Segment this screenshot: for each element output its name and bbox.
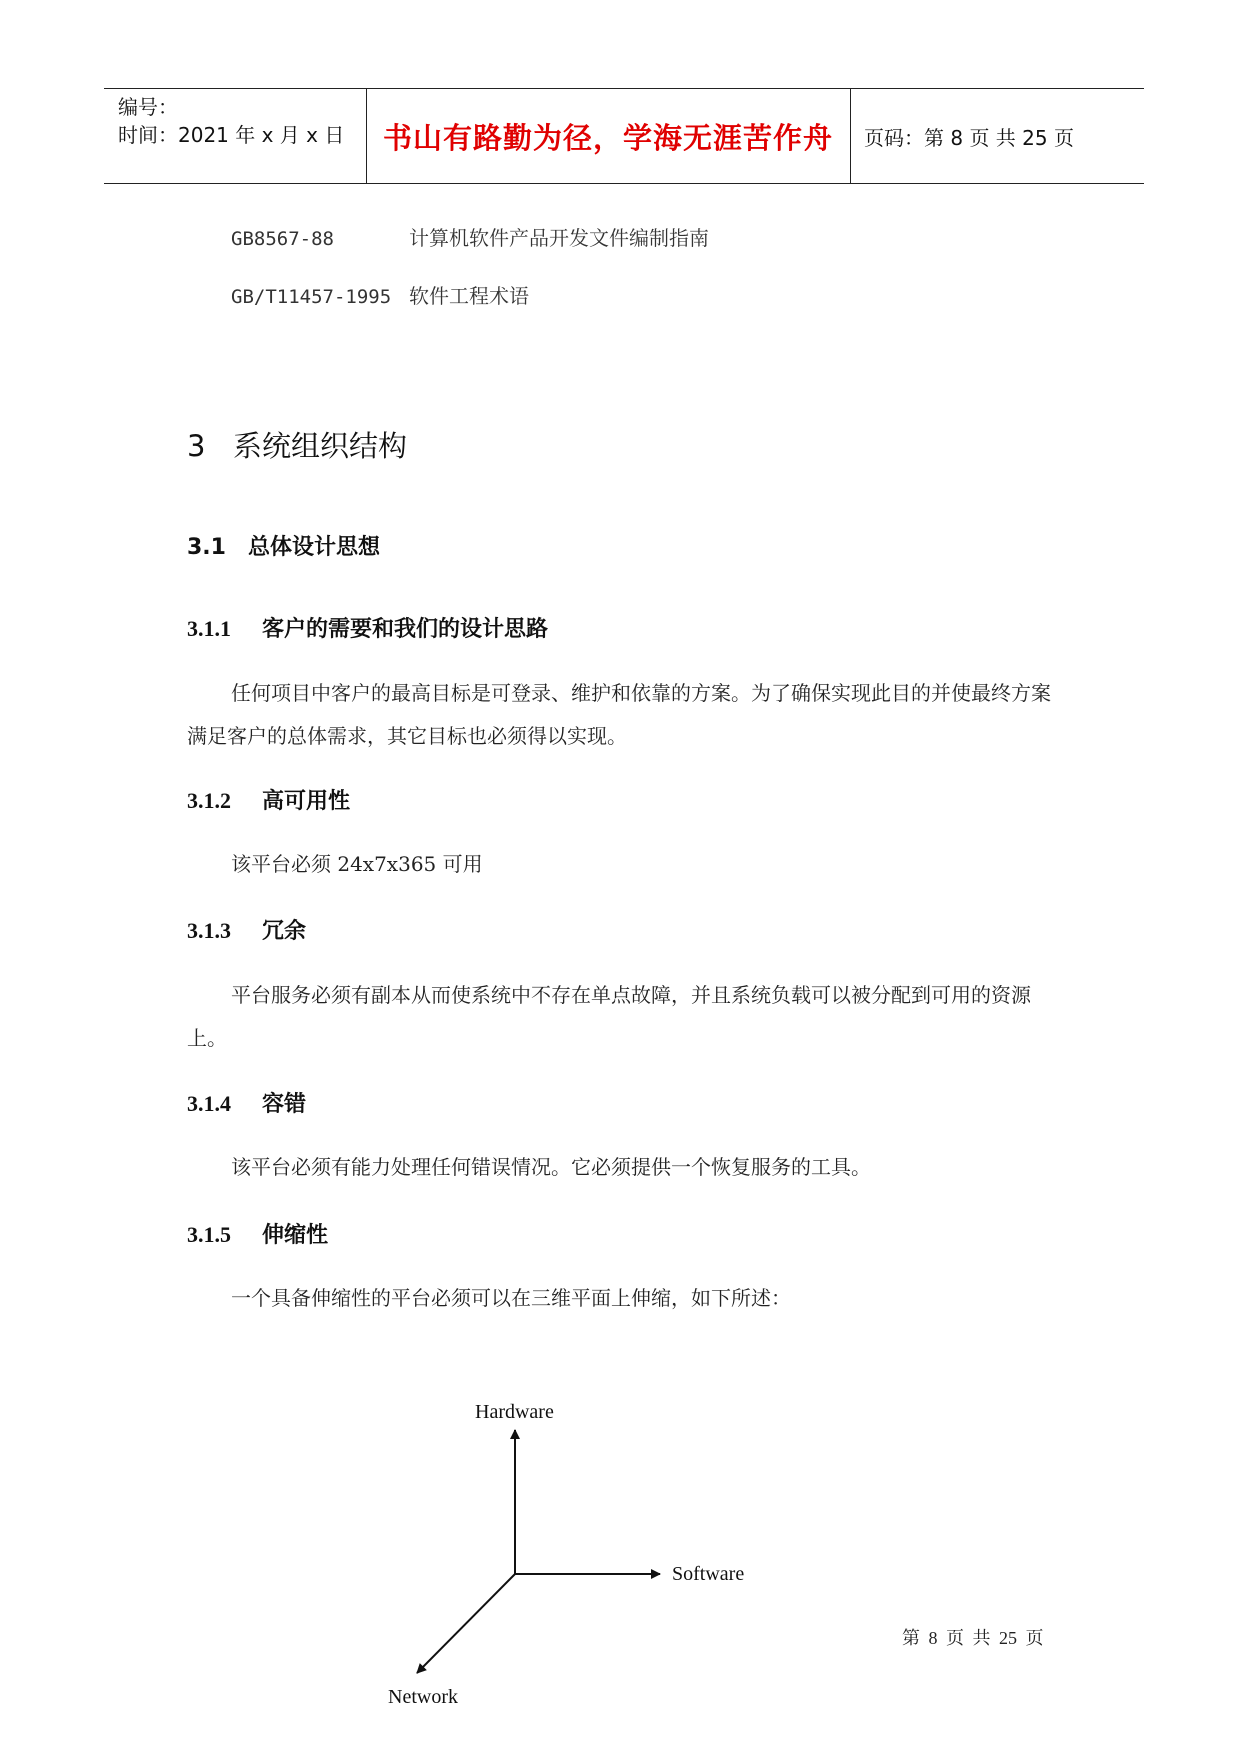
item-heading xyxy=(187,784,350,815)
page-footer: 第 8 页 共 25 页 xyxy=(902,1628,1044,1648)
document-time-label: 时间：2021 年 x 月 x 日 xyxy=(118,123,345,147)
section-title: 系统组织结构 xyxy=(233,429,408,463)
reference-title: 软件工程术语 xyxy=(409,284,529,308)
item-heading xyxy=(187,1087,306,1118)
network-label: Network xyxy=(388,1686,458,1708)
paragraph: 任何项目中客户的最高目标是可登录、维护和依靠的方案。为了确保实现此目的并使最终方案满足客户的总体需求，其它目标也必须得以实现。 xyxy=(187,681,1051,748)
scaling-axes-diagram xyxy=(380,1390,780,1710)
item-title: 冗余 xyxy=(262,918,307,943)
subsection-heading xyxy=(187,530,380,561)
header-meta xyxy=(118,93,344,149)
item-number: 3.1.1 xyxy=(187,616,231,641)
item-title: 容错 xyxy=(262,1091,307,1116)
item-title: 客户的需要和我们的设计思路 xyxy=(262,616,549,641)
item-number: 3.1.3 xyxy=(187,918,231,943)
item-heading xyxy=(187,914,306,945)
network-axis-arrow xyxy=(417,1574,515,1673)
reference-code: GB/T11457-1995 xyxy=(231,286,392,308)
paragraph: 平台服务必须有副本从而使系统中不存在单点故障，并且系统负载可以被分配到可用的资源上。 xyxy=(187,983,1031,1050)
reference-title: 计算机软件产品开发文件编制指南 xyxy=(409,226,709,250)
paragraph: 一个具备伸缩性的平台必须可以在三维平面上伸缩，如下所述： xyxy=(231,1286,791,1310)
hardware-label: Hardware xyxy=(475,1401,554,1423)
section-heading xyxy=(187,424,407,465)
paragraph: 该平台必须有能力处理任何错误情况。它必须提供一个恢复服务的工具。 xyxy=(231,1155,871,1179)
paragraph: 该平台必须 24x7x365 可用 xyxy=(231,852,483,876)
item-number: 3.1.4 xyxy=(187,1091,231,1116)
reference-item xyxy=(231,280,529,309)
header-page-label: 页码：第 8 页 共 25 页 xyxy=(864,125,1074,150)
item-number: 3.1.2 xyxy=(187,788,231,813)
item-heading xyxy=(187,612,548,643)
subsection-title: 总体设计思想 xyxy=(248,535,381,560)
software-label: Software xyxy=(672,1563,745,1585)
document-number-label: 编号： xyxy=(118,95,178,119)
reference-code: GB8567-88 xyxy=(231,228,334,250)
header-divider xyxy=(850,89,851,183)
item-heading xyxy=(187,1218,328,1249)
item-title: 伸缩性 xyxy=(262,1222,329,1247)
reference-item xyxy=(231,222,709,251)
page-header xyxy=(104,88,1144,184)
section-number: 3 xyxy=(187,429,206,463)
item-number: 3.1.5 xyxy=(187,1222,231,1247)
subsection-number: 3.1 xyxy=(187,535,226,560)
header-motto: 书山有路勤为径，学海无涯苦作舟 xyxy=(382,120,833,155)
item-title: 高可用性 xyxy=(262,788,351,813)
